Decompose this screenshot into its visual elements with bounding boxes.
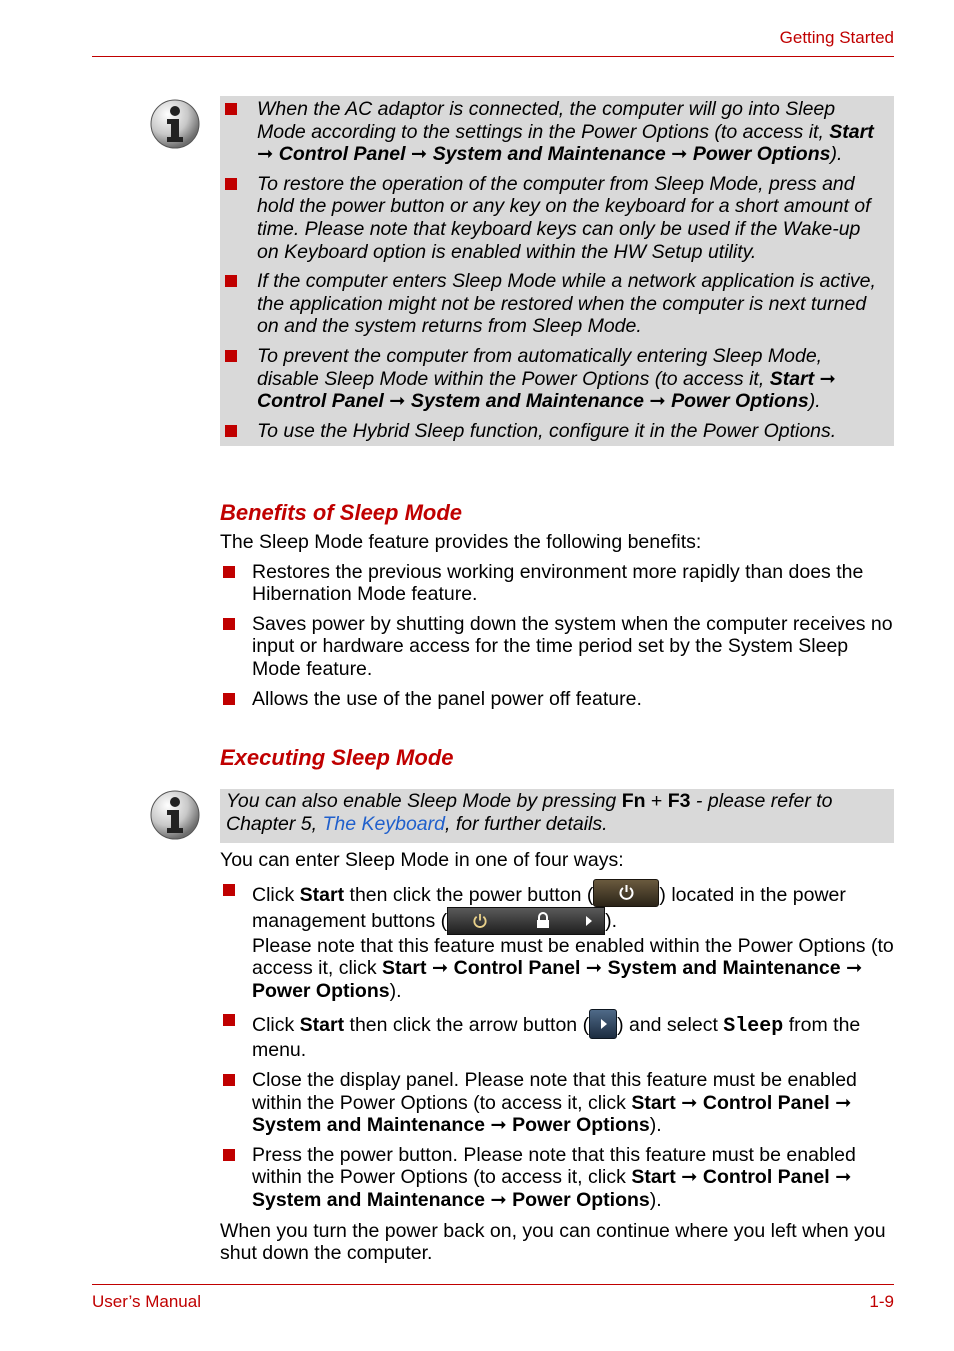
footer-rule xyxy=(92,1284,894,1285)
arrow-right-icon xyxy=(599,1018,609,1030)
section-heading: Benefits of Sleep Mode xyxy=(220,500,463,525)
executing-intro: You can enter Sleep Mode in one of four ways: xyxy=(220,849,624,871)
manual-title: User’s Manual xyxy=(92,1292,201,1311)
list-item: Click Start then click the power button ( ) located in the power management buttons ( ). Please note that this feature must be enabled within the Power Options (to access it, click Start ➞ Control Panel ➞ System and Maintenance ➞ Power Options). xyxy=(220,879,894,1003)
power-button-image xyxy=(593,879,659,907)
arrow-button-image xyxy=(589,1009,617,1039)
note-item: To prevent the computer from automatically entering Sleep Mode, disable Sleep Mode within the Power Options (to access it, Start ➞ Control Panel ➞ System and Maintenance ➞ Power Options). xyxy=(225,345,886,413)
arrow-right-icon xyxy=(584,915,594,927)
info-icon xyxy=(150,790,200,840)
keyboard-chapter-link[interactable]: The Keyboard xyxy=(322,812,445,835)
note-item: To restore the operation of the computer from Sleep Mode, press and hold the power button or any key on the keyboard for a short amount of time. Please note that keyboard keys can only be used if the Wake-up on Keyboard option is enabled within the HW Setup utility. xyxy=(225,173,886,263)
note-box-keyboard: You can also enable Sleep Mode by pressing Fn + F3 - please refer to Chapter 5, The Keyboard, for further details. xyxy=(220,789,894,843)
note-box-sleep xyxy=(220,96,894,446)
benefits-intro: The Sleep Mode feature provides the following benefits: xyxy=(220,531,702,553)
list-item: Press the power button. Please note that this feature must be enabled within the Power Options (to access it, click Start ➞ Control Panel ➞ System and Maintenance ➞ Power Options). xyxy=(220,1144,894,1212)
list-item: Saves power by shutting down the system when the computer receives no input or hardware access for the time period set by the System Sleep Mode feature. xyxy=(220,613,894,681)
lock-icon xyxy=(536,912,550,929)
list-item: Close the display panel. Please note that this feature must be enabled within the Power Options (to access it, click Start ➞ Control Panel ➞ System and Maintenance ➞ Power Options). xyxy=(220,1069,894,1137)
power-icon xyxy=(472,913,488,929)
executing-outro: When you turn the power back on, you can continue where you left when you shut down the computer. xyxy=(220,1219,886,1265)
executing-heading-wrap xyxy=(220,745,894,771)
section-heading: Executing Sleep Mode xyxy=(220,745,454,770)
info-icon xyxy=(150,99,200,149)
note-item: When the AC adaptor is connected, the computer will go into Sleep Mode according to the settings in the Power Options (to access it, Start ➞ Control Panel ➞ System and Maintenance ➞ Power Options). xyxy=(225,98,886,166)
section-title: Getting Started xyxy=(779,28,894,47)
power-icon xyxy=(618,884,635,901)
note-item: If the computer enters Sleep Mode while a network application is active, the application might not be restored when the computer is next turned on and the system returns from Sleep Mode. xyxy=(225,270,886,338)
executing-section xyxy=(220,849,894,1265)
header-rule xyxy=(92,56,894,57)
list-item: Allows the use of the panel power off feature. xyxy=(220,688,894,711)
list-item: Click Start then click the arrow button ( ) and select Sleep from the menu. xyxy=(220,1009,894,1062)
list-item: Restores the previous working environment more rapidly than does the Hibernation Mode feature. xyxy=(220,561,894,606)
page-number: 1-9 xyxy=(869,1292,894,1311)
benefits-section xyxy=(220,500,894,710)
power-management-buttons-image xyxy=(447,907,605,935)
note-item: To use the Hybrid Sleep function, configure it in the Power Options. xyxy=(225,420,886,443)
